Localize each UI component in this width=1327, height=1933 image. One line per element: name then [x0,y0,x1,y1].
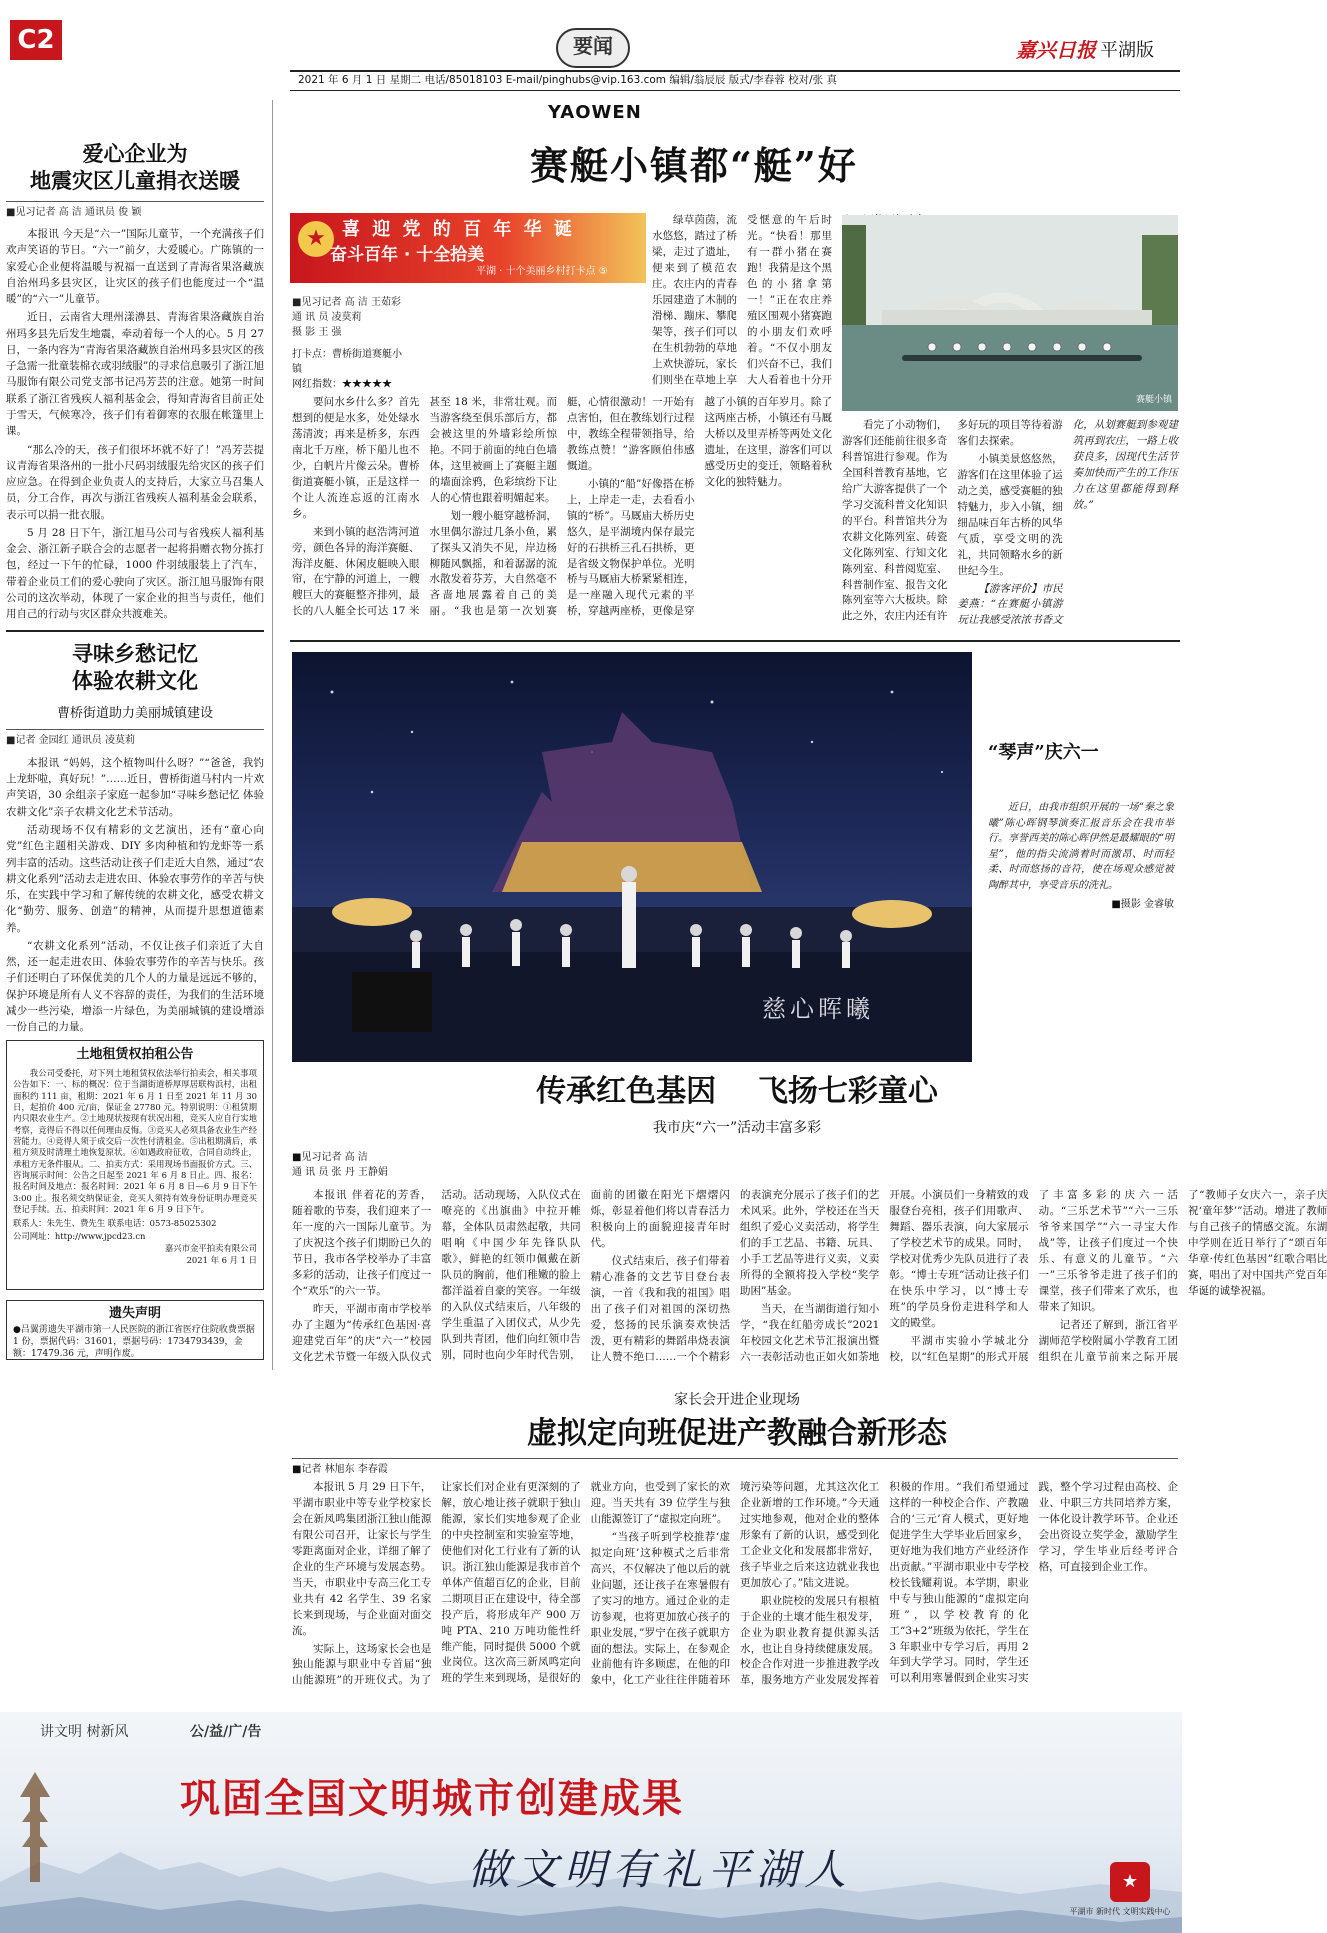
rowing-photo-caption: 赛艇小镇 [1135,394,1172,405]
lost-notice-text: ●吕翼雳遗失平湖市第一人民医院的浙江省医疗住院收费票据 1 份，票据代码：31601，票据号码：1734793439，金额：17479.36 元，声明作废。 [13,1324,255,1360]
public-ad-headline: 巩固全国文明城市创建成果 [180,1775,684,1822]
main-title: 赛艇小镇都“艇”好 [530,143,858,188]
main-article-body-right: 看完了小动物们，游客们还能前往很多奇科普馆进行参观。作为全国科普教育基地，它给广大游客提供了一个学习交流科普文化知识的平台。科普馆共分为农耕文化陈列室、砖瓷文化陈列室、行知文化陈列室、科普阅览室、科普制作室、报告文化陈列室等六大板块。除此之外，农庄内还有许多好玩的项目等待着游客们去探索。 小镇美景悠悠然，游客们在这里体验了运动之美，感受赛艇的独特魅力，步入小镇，细细品味百年古桥的风华气质，享受文明的洗礼，共同领略水乡的新世纪今生。 【游客评价】市民姜燕：“在赛艇小镇游玩让我感受浓浓书香文化，从划赛艇到参观建筑再到农庄，一路上收获良多，因现代生活节奏加快而产生的工作压力在这里都能得到释放。” [842,418,1178,633]
masthead-rule-2 [290,90,1180,91]
main-byline: ■见习记者 高 洁 王茹彩 通 讯 员 凌莫莉 摄 影 王 强 [292,297,401,339]
article-charity [6,140,264,624]
lost-notice [6,1300,264,1360]
main-article-body-top-right: 绿草茵茵，流水悠悠，踏过了桥梁，走过了遗址，便来到了模范农庄。农庄内的青春乐园建造了木制的滑梯、蹦床、攀爬架等，孩子们可以在生机勃勃的草地上欢快游玩，家长们则坐在草地上享受惬意的午后时光。“快看！那里有一群小猪在赛跑！我猜是这个黑色的小猪拿第一！”正在农庄养殖区围观小猪赛跑的小朋友们欢呼着。“不仅小朋友们兴奋不已，我们大人看着也十分开 [652,214,832,386]
rowing-photo [842,215,1178,411]
land-notice-text: 我公司受委托，对下列土地租赁权依法举行拍卖会，相关事项公告如下：一、标的概况：位于当湖街道桥厚厚居联构浜村，出租面积约 111 亩，租期：2021 年 6 月 1 日至 2021 年 11 月 30 日，起拍价 400 元/亩，保证金 27780 元。特别说明：①租赁期内只限农业生产。②土地现状按现有状况出租，竞买人应自行实地考察，竞得后不得以任何理由反悔。③竞买人必须具备农业生产经营能力。④竞得人须于成交后一次性付清租金。⑤出租期满后，承租方须及时清理土地恢复原状。⑥如遇政府征收，合同自动终止，承租方无条件服从。二、拍卖方式：采用现场书面报价方式。三、咨询展示时间：公告之日起至 2021 年 6 月 8 日止。四、报名：报名时间及地点：报名时间：2021 年 6 月 8 日—6 月 9 日下午 3:00 止。报名须交纳保证金，竞买人须持有效身份证明办理竞买登记手续。五、拍卖时间：2021 年 6 月 9 日下午。 [13,1067,257,1214]
public-ad-slogan: 做文明有礼平湖人 [468,1845,853,1894]
date-line: 2021 年 6 月 1 日 星期二 电话/85018103 E-mail/pinghubs@vip.163.com 编辑/翁辰辰 版式/李春蓉 校对/张 真 [298,74,837,86]
article-charity-body: 本报讯 今天是“六一”国际儿童节，一个充满孩子们欢声笑语的节日。“六一”前夕，大爱暖心。广陈镇的一家爱心企业便将温暖与祝福一直送到了青海省果洛藏族自治州玛多县灾区，让灾区的孩子们也能度过一个“温暖”的“六一”儿童节。 近日，云南省大理州漾濞县、青海省果洛藏族自治州玛多县先后发生地震，牵动着每一个人的心。5 月 27 日，一条内容为“青海省果洛藏族自治州玛多县灾区的孩子急需一批童装棉衣或羽绒服”的寻求信息吸引了浙江旭马服饰有限公司党支部书记冯芳芸的注意。她第一时间联系了浙江省残疾人福利基金会，得知青海省目前正处于雪天，气候寒冷，孩子们有着御寒的衣服在帐篷里上课。 “那么冷的天，孩子们很坏坏就不好了！”冯芳芸提议青海省果洛州的一批小尺码羽绒服先给灾区的孩子们应应急。在得到企业负责人的支持后，大家立马召集人员，分工合作，再次与浙江省残疾人福利基金会联系，表示可以捐一批衣服。 5 月 28 日下午，浙江旭马公司与省残疾人福利基金会、浙江新子联合会的志愿者一起将捐赠衣物分拣打包，经过一下午的忙碌，1000 件羽绒服装上了汽车，带着企业员工们的爱心驶向了灾区。浙江旭马服饰有限公司的这次举动，体现了一家企业的担当与责任，他们用自己的行动与灾区群众共渡难关。 [6,228,264,621]
article-charity-byline: ■见习记者 高 洁 通讯员 俊 颖 [6,206,142,218]
article-charity-title: 爱心企业为 地震灾区儿童捐衣送暖 [30,141,240,194]
land-notice [6,1040,264,1290]
public-ad-tag-left: 讲文明 树新风 [40,1724,129,1740]
masthead-rule [290,70,1180,72]
article-farming-title: 寻味乡愁记忆 体验农耕文化 [72,641,198,694]
main-rating: 网红指数：★★★★★ [292,378,392,390]
main-article-body: 要问水乡什么多？首先想到的便是水多，处处绿水荡清波；再来是桥多，东西南北千万座，桥下船儿也不少，白帆片片像云朵。曹桥街道赛艇小镇，正是这样一个让人流连忘返的江南水乡。 来到小镇的赵浩湾河道旁，颜色各异的海洋赛艇、海洋皮艇、休闲皮艇映入眼帘，在宁静的河道上，一艘艘巨大的赛艇整齐排列，最长的八人艇全长可达 17 米甚至 18 米，非常壮观。而当游客绕至俱乐部后方，都会被这里的外墙彩绘所惊艳。不同于前面的纯白色墙体，这里被画上了赛艇主题的墙面涂鸦，色彩缤纷下让人的心情也跟着明媚起来。 划一艘小艇穿越桥洞，水里偶尔游过几条小鱼，累了探头又消失不见，岸边杨柳随风飘摇，和着潺潺的流水散发着芬芳，大自然毫不吝啬地展露着自己的美丽。“我也是第一次划赛艇，心情很激动！一开始有点害怕，但在教练划行过程中，教练全程带领指导，给教练点赞！”游客顾伯伟感慨道。 小镇的“船”好像搭在桥上，上岸走一走，去看看小镇的“桥”。马厩庙大桥历史悠久，是平湖境内保存最完好的石拱桥三孔石拱桥，更是省级文物保护单位。光明桥与马厩庙大桥紧紧相连，是一座融入现代元素的平桥，穿越两座桥，更像是穿越了小镇的百年岁月。除了这两座古桥，小镇还有马厩大桥以及里弄桥等两处文化遗址，在这里，游客们可以感受历史的变迁，领略着秋文化的独特魅力。 [292,396,832,618]
party-emblem-icon: ★ [298,221,334,257]
party-banner-tag: 平湖 · 十个美丽乡村打卡点 ⑤ [476,266,608,277]
piano-stage-text: 慈心晖曦 [762,995,874,1023]
land-notice-website: 公司网址：http://www.jpcd23.cn [13,1230,146,1241]
piano-caption: 近日，由我市组织开展的一场“秦之象曦”陈心晖钢琴演奏汇报音乐会在我市举行。享誉西美的陈心晖伊然是最耀眼的“明星”，他的指尖流淌着时而激昂、时而轻柔、时而悠扬的音符，使在场观众感觉被陶醉其中，享受音乐的洗礼。 ■摄影 金睿敏 [988,800,1174,913]
kids-subtitle: 我市庆“六一”活动丰富多彩 [652,1120,822,1136]
article-farming-body: 本报讯 “妈妈，这个植物叫什么呀？”“爸爸，我钓上龙虾啦，真好玩！”……近日，曹桥街道马村内一片欢声笑语，30 余组亲子家庭一起参加“寻味乡愁记忆 体验农耕文化”亲子农耕文化艺术节活动。 活动现场不仅有精彩的文艺演出，还有“童心向党”红色主题相关游戏、DIY 多肉种植和钓龙虾等一系列丰富的活动。这些活动让孩子们走近大自然，通过“农耕文化系列”活动去走进农田、体验农事劳作的辛苦与快乐，在实践中学习和了解传统的农耕文化，感受农耕文化“勤劳、服务、创造”的精神，从而提升思想道德素养。 “农耕文化系列”活动，不仅让孩子们亲近了大自然，还一起走进农田、体验农事劳作的辛苦与快乐。孩子们还明白了环保优美的几个人的力量是远远不够的，保护环境是所有人义不容辞的责任，为我们的生活环境减少一些污染，增添一片绿色，为美丽城镇的建设增添一份自己的力量。 [6,756,264,1034]
piano-photo [292,652,972,1062]
civilization-logo-text: 平湖市 新时代 文明实践中心 [1069,1907,1171,1916]
article-farming-byline: ■记者 金园红 通讯员 凌莫莉 [6,735,135,747]
enterprise-kicker: 家长会开进企业现场 [674,1392,800,1408]
kids-body: 本报讯 伴着花的芳香，随着歌的节奏，我们迎来了一年一度的六一国际儿童节。为了庆祝这个孩子们期盼已久的节日，我市各学校举办了丰富多彩的活动，让孩子们度过一个“欢乐”的六一节。 昨天，平湖市南市学校举办了主题为“传承红色基因·喜迎建党百年”的庆“六一”校园文化艺术节暨一年级入队仪式活动。活动现场，入队仪式在嘹亮的《出旗曲》中拉开帷幕，全体队员肃然起敬，共同唱响《中国少年先锋队队歌》，鲜艳的红领巾佩戴在新队员的胸前，他们稚嫩的脸上都洋溢着自豪的笑容。一年级的入队仪式结束后，八年级的学生重温了入团仪式，从少先队到共青团，他们向红领巾告别，同时也向少年时代告别，面前的团徽在阳光下熠熠闪烁，彰显着他们将以青春活力积极向上的面貌迎接青年时代。 仪式结束后，孩子们带着精心准备的文艺节目登台表演，一首《我和我的祖国》唱出了孩子们对祖国的深切热爱，悠扬的民乐演奏欢快活泼，更有精彩的舞蹈串烧表演让人赞不绝口……一个个精彩的表演充分展示了孩子们的艺术风采。此外，学校还在当天组织了爱心义卖活动，将学生们的手工艺品、书籍、玩具、小手工艺品等进行义卖，义卖所得的全额将投入学校“奖学助困”基金。 当天，在当湖街道行知小学，“我在红船旁成长”2021 年校园文化艺术节汇报演出暨六一表彰活动也正如火如荼地开展。小演员们一身精致的戏服登台亮相，孩子们用歌声、舞蹈、器乐表演，向大家展示了学校艺术节的成果。同时，学校对优秀少先队员进行了表彰。“博士专班”活动让孩子们在快乐中学习，以“博士专班”的学员身份走进科学和人文的殿堂。 平湖市实验小学城北分校，以“红色星期”的形式开展了丰富多彩的庆六一活动。“三乐艺术节”“六一三乐爷爷来国学”“六一寻宝大作战”等，让孩子们度过一个快乐、有意义的儿童节。“六一”三乐爷爷走进了孩子们的课堂，孩子们带来了欢乐，也带来了知识。 记者还了解到，浙江省平湖师范学校附属小学教育工团组织在儿童节前来之际开展了“教师子女庆六一，亲子庆祝‘童年梦’”活动。增进了教师与自己孩子的情感交流。东湖中学则在近日举行了“颂百年华章·传红色基因”红歌合唱比赛，唱出了对中国共产党百年华诞的诚挚祝福。 [292,1189,1327,1363]
rowing-photo-art [842,215,1178,411]
land-notice-title: 土地租赁权拍租公告 [76,1047,194,1062]
section-label: 要闻 [573,34,613,58]
land-notice-contact: 联系人：朱先生、费先生 联系电话：0573-85025302 [13,1218,217,1229]
lost-notice-title: 遗失声明 [108,1306,161,1321]
party-banner-subtitle: 奋斗百年 · 十全拾美 [330,245,485,265]
enterprise-byline: ■记者 林旭东 李春霞 [292,1464,388,1475]
main-checkin: 打卡点：曹桥街道赛艇小镇 [292,348,402,375]
page-code: C2 [10,20,62,60]
kids-byline: ■见习记者 高 洁 通 讯 员 张 丹 王静娟 [292,1152,388,1178]
party-banner [290,213,646,283]
section-en: YAOWEN [548,102,642,123]
article-farming [6,640,264,1037]
brand-name: 嘉兴日报 [1016,38,1096,62]
main-article-col1 [292,295,408,392]
kids-title: 传承红色基因 飞扬七彩童心 [536,1074,938,1109]
article-farming-subtitle: 曹桥街道助力美丽城镇建设 [56,705,213,721]
piano-credit: ■摄影 金睿敏 [1111,899,1174,910]
civilization-logo-icon: ★ [1110,1862,1150,1902]
public-ad [0,1712,1182,1933]
enterprise-body: 本报讯 5 月 29 日下午，平湖市职业中等专业学校家长会在新凤鸣集团浙江独山能源有限公司召开，让家长与学生零距离面对企业，详细了解了企业的生产环境与发展态势。当天，市职业中专高三化工专业共有 42 名学生、39 名家长来到现场，与企业面对面交流。 实际上，这场家长会也是独山能源与职业中专首届“独山能源班”的开班仪式。为了让家长们对企业有更深刻的了解，放心地让孩子就职于独山能源，家长们实地参观了企业的中央控制室和实验室等地，使他们对化工行业有了新的认识。浙江独山能源是我市首个单体产值超百亿的企业，目前二期项目正在建设中，待全部投产后，将形成年产 900 万吨 PTA、210 万吨功能性纤维产能，同时提供 5000 个就业岗位。这次高三新凤鸣定向班的学生来到现场，是很好的就业方向，也受到了家长的欢迎。当天共有 39 位学生与独山能源签订了“虚拟定向班”。 “当孩子听到学校推荐‘虚拟定向班’这种模式之后非常高兴，不仅解决了他以后的就业问题，还让孩子在寒暑假有了实习的地方。通过企业的走访参观，也将更加放心孩子的职业发展，”罗宁在孩子就职方面的想法。实际上，在参观企业前他有许多顾虑，在他的印象中，化工产业往往伴随着环境污染等问题，尤其这次化工企业新增的工作环境。”今天通过实地参观，他对企业的整体形象有了新的认识，感受到化工企业文化和发展都非常好，孩子毕业之后来这边就业我也更加放心了。”陆文进说。 职业院校的发展只有根植于企业的土壤才能生根发芽，企业为职业教育提供源头活水，也让自身持续健康发展。校企合作对进一步推进教学改革，服务地方产业发展发挥着积极的作用。“我们希望通过这样的一种校企合作、产教融合的‘三元’育人模式，更好地促进学生大学毕业后回家乡，更好地为我们地方产业经济作出贡献。”平湖市职业中专学校校长钱耀莉说。本学期，职业中专与独山能源的“虚拟定向班”，以学校教育的化工“3+2”班级为依托，学生在 3 年职业中专学习后，再用 2 年到大学学习。同时，学生还可以利用寒暑假到企业实习实践，整个学习过程由高校、企业、中职三方共同培养方案，一体化设计教学环节。企业还会出资设立奖学金，激励学生学习，学生毕业后经考评合格，可直接到企业工作。 [292,1481,1178,1687]
masthead [0,0,1182,123]
public-ad-tag-right: 公/益/广/告 [190,1724,262,1740]
land-notice-org: 嘉兴市金平拍卖有限公司 [164,1242,257,1253]
enterprise-title: 虚拟定向班促进产教融合新形态 [527,1416,947,1451]
land-notice-date: 2021 年 6 月 1 日 [186,1254,257,1265]
main-review: 【游客评价】市民姜燕：“在赛艇小镇游玩让我感受浓浓书香文化，从划赛艇到参观建筑再到农庄，一路上收获良多，因现代生活节奏加快而产生的工作压力在这里都能得到释放。” [957,419,1178,627]
party-banner-title: 喜 迎 党 的 百 年 华 诞 [342,219,575,240]
piano-title: “琴声”庆六一 [988,742,1099,763]
edition-name: 平湖版 [1100,40,1154,61]
